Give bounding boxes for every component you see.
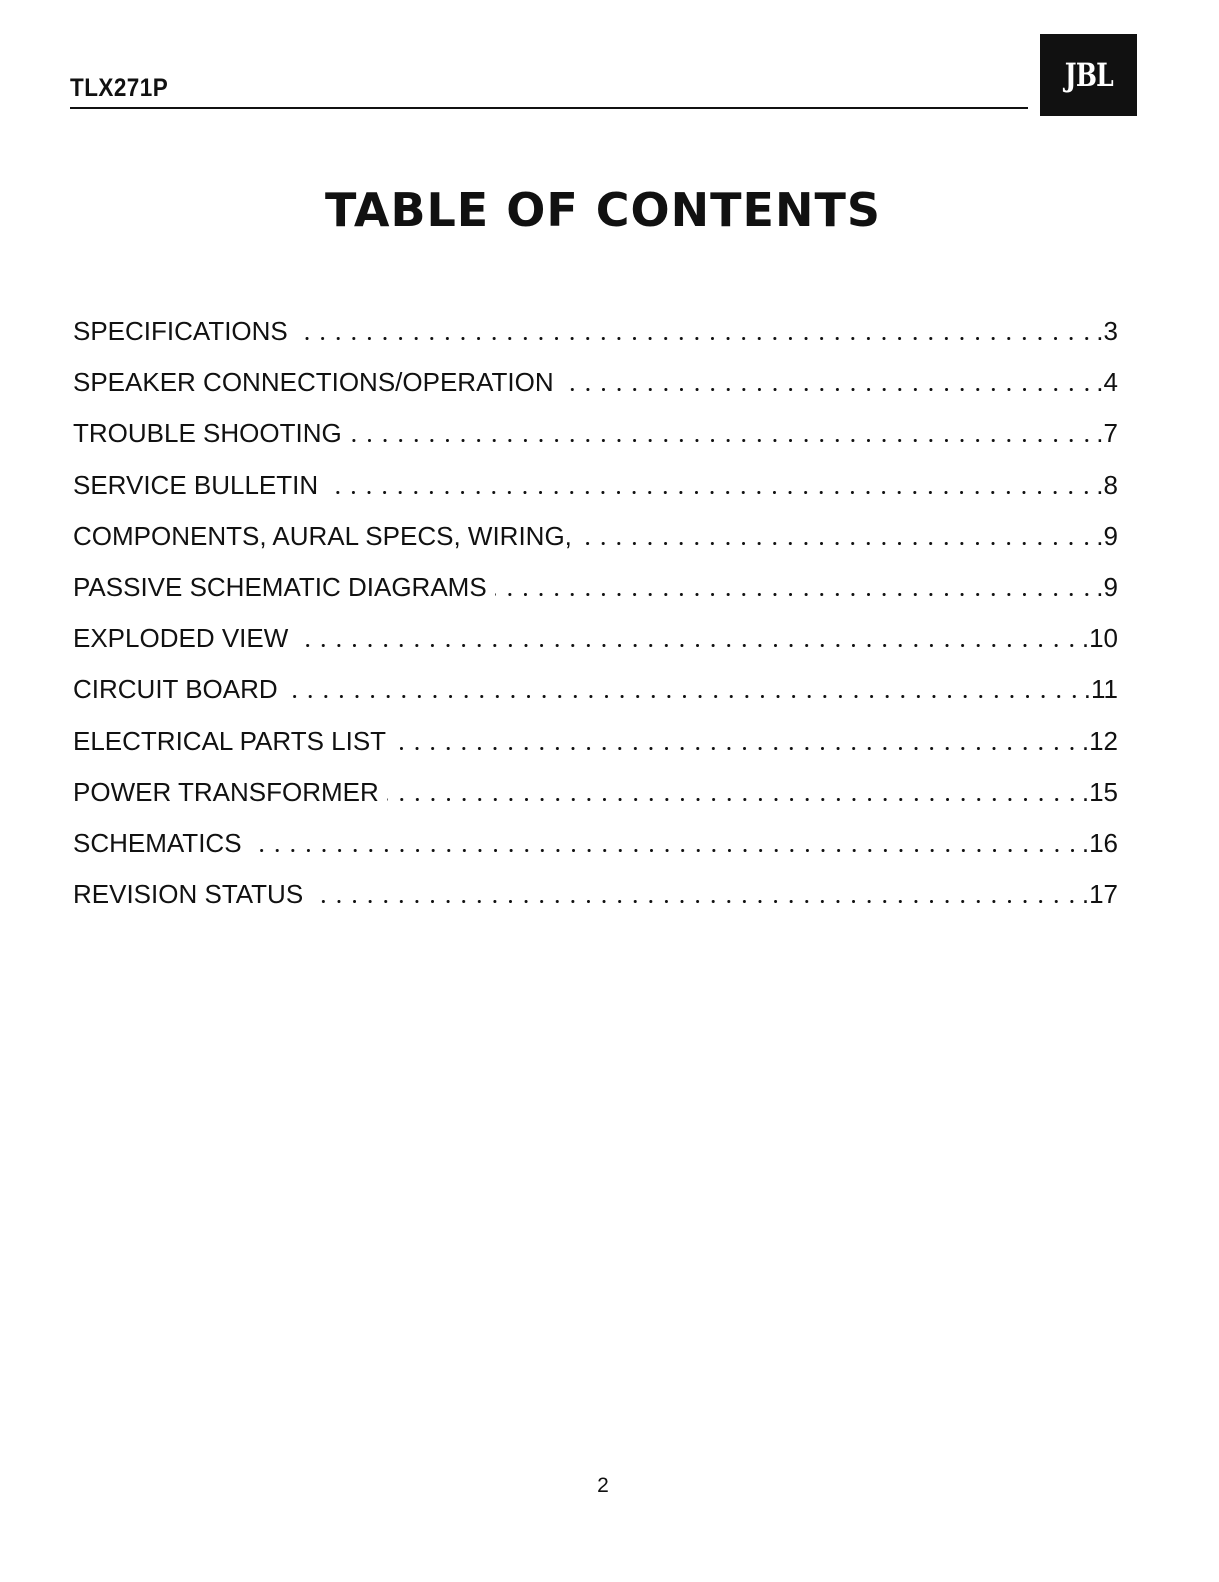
- toc-entry-label: CIRCUIT BOARD: [73, 674, 278, 705]
- toc-entry-schematics[interactable]: [73, 818, 1118, 869]
- toc-entry-passive-schematic-diagrams[interactable]: [73, 562, 1118, 613]
- toc-entry-power-transformer[interactable]: [73, 767, 1118, 818]
- toc-entry-page: .8: [1096, 469, 1118, 500]
- toc-entry-label: ELECTRICAL PARTS LIST: [73, 725, 387, 756]
- toc-leader-dots: [562, 388, 1095, 391]
- toc-entry-label: COMPONENTS, AURAL SPECS, WIRING,: [73, 520, 572, 551]
- toc-leader-dots: [250, 849, 1080, 852]
- page-number: 2: [597, 1474, 609, 1497]
- toc-entry-page: .7: [1096, 418, 1118, 449]
- toc-entry-label: SPEAKER CONNECTIONS/OPERATION: [73, 367, 554, 398]
- toc-entry-label: SPECIFICATIONS: [73, 316, 288, 346]
- toc-entry-page: .15: [1081, 776, 1118, 807]
- toc-entry-page: .17: [1081, 879, 1118, 910]
- toc-entry-specifications[interactable]: [73, 306, 1118, 357]
- toc-entry-exploded-view[interactable]: [73, 613, 1118, 664]
- toc-entry-components[interactable]: [73, 511, 1118, 562]
- toc-entry-label: POWER TRANSFORMER: [73, 776, 379, 807]
- model-name: TLX271P: [70, 74, 169, 102]
- jbl-logo-text: JBL: [1064, 56, 1113, 94]
- jbl-logo: [1040, 34, 1137, 116]
- toc-entry-page: .11: [1083, 674, 1118, 705]
- toc-leader-dots: [296, 337, 1095, 340]
- toc-leader-dots: [326, 491, 1094, 494]
- toc-entry-page: .16: [1081, 827, 1118, 858]
- toc-leader-dots: [296, 644, 1080, 647]
- toc-entry-page: .4: [1096, 367, 1118, 398]
- toc-leader-dots: [311, 900, 1080, 903]
- toc-entry-label: EXPLODED VIEW: [73, 623, 289, 654]
- toc-entry-page: .9: [1096, 571, 1118, 602]
- toc-entry-speaker-connections[interactable]: [73, 357, 1118, 408]
- toc-entry-revision-status[interactable]: [73, 869, 1118, 920]
- toc-entry-electrical-parts-list[interactable]: [73, 716, 1118, 767]
- toc-leader-dots: [394, 747, 1080, 750]
- toc-leader-dots: [286, 695, 1082, 698]
- toc-entry-label: SERVICE BULLETIN: [73, 469, 319, 500]
- toc-entry-label: PASSIVE SCHEMATIC DIAGRAMS: [73, 571, 487, 602]
- toc-entry-label: REVISION STATUS: [73, 879, 304, 910]
- toc-entry-circuit-board[interactable]: [73, 664, 1118, 715]
- toc-entry-label: TROUBLE SHOOTING: [73, 418, 342, 449]
- table-of-contents: [73, 306, 1118, 920]
- toc-entry-page: .9: [1096, 520, 1118, 551]
- toc-leader-dots: [350, 439, 1095, 442]
- toc-entry-service-bulletin[interactable]: [73, 460, 1118, 511]
- toc-entry-page: .10: [1081, 623, 1118, 654]
- toc-entry-page: .3: [1096, 316, 1118, 346]
- header-rule: [70, 107, 1028, 109]
- toc-entry-trouble-shooting[interactable]: [73, 408, 1118, 459]
- toc-entry-label: SCHEMATICS: [73, 827, 242, 858]
- toc-leader-dots: [387, 798, 1080, 801]
- toc-leader-dots: [495, 593, 1095, 596]
- toc-entry-page: .12: [1081, 725, 1118, 756]
- toc-leader-dots: [580, 542, 1094, 545]
- page-title: TABLE OF CONTENTS: [325, 183, 881, 237]
